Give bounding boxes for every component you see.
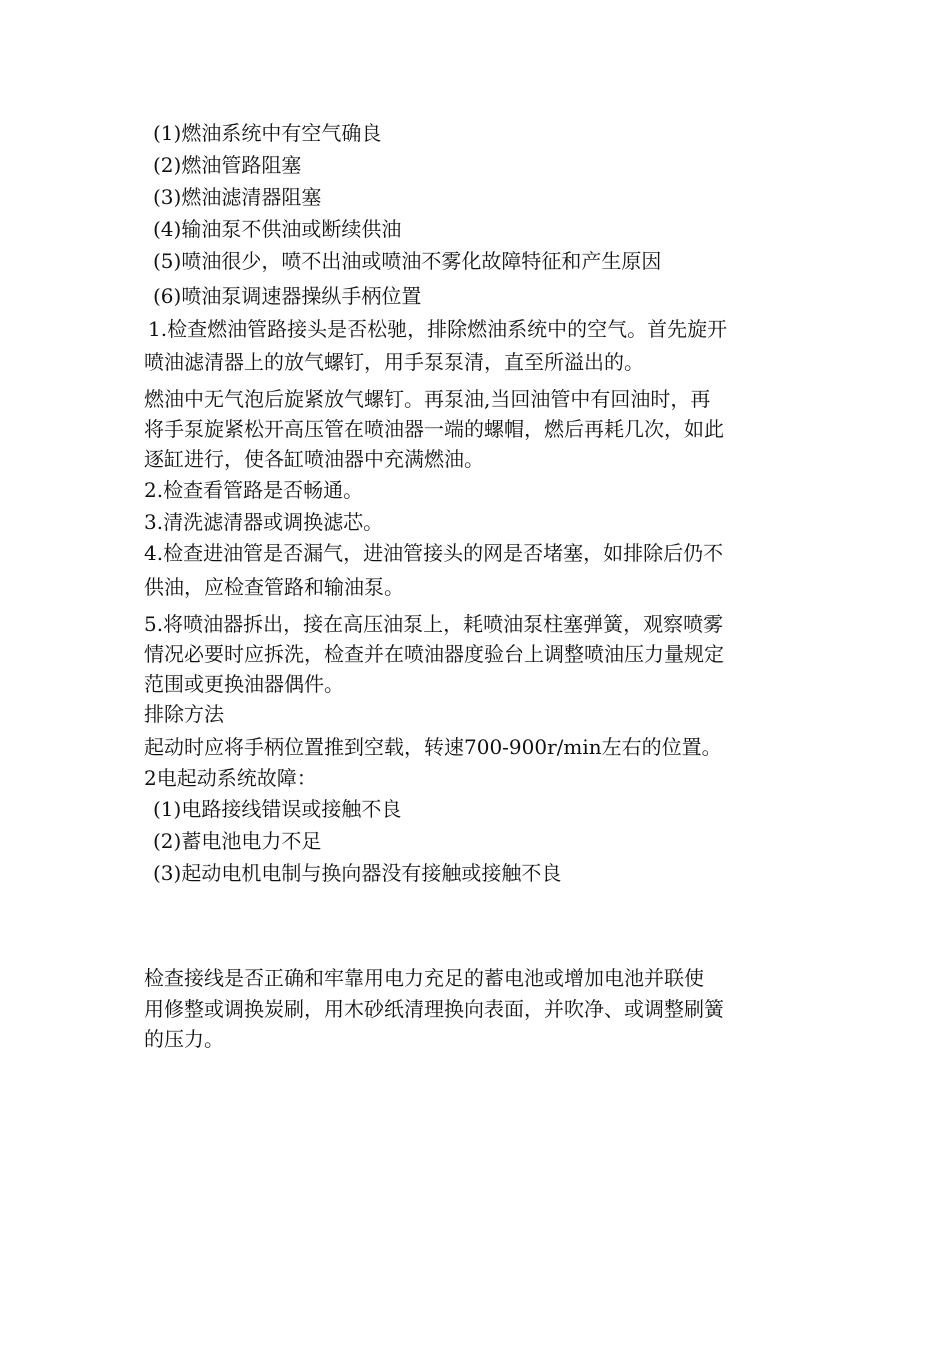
electric-cause-2: (2)蓄电池电力不足 xyxy=(153,829,322,853)
step-5-line-1: 5.将喷油器拆出，接在高压油泵上，耗喷油泵柱塞弹簧，观察喷雾 xyxy=(144,612,724,636)
remedy-heading: 排除方法 xyxy=(144,702,224,726)
paragraph-line-1: 燃油中无气泡后旋紧放气螺钉。再泵油,当回油管中有回油时，再 xyxy=(144,387,711,411)
fuel-cause-6: (6)喷油泵调速器操纵手柄位置 xyxy=(153,284,422,308)
electric-fix-line-3: 的压力。 xyxy=(144,1027,224,1051)
paragraph-line-2: 将手泵旋紧松开高压管在喷油器一端的螺帽，燃后再耗几次，如此 xyxy=(144,417,724,441)
step-5-line-2: 情况必要时应拆洗，检查并在喷油器度验台上调整喷油压力量规定 xyxy=(144,642,724,666)
fuel-cause-1: (1)燃油系统中有空气确良 xyxy=(153,121,382,145)
fuel-cause-2: (2)燃油管路阻塞 xyxy=(153,153,302,177)
step-5-line-3: 范围或更换油器偶件。 xyxy=(144,672,344,696)
step-4-line-1: 4.检查进油管是否漏气，进油管接头的网是否堵塞，如排除后仍不 xyxy=(144,541,724,565)
step-3: 3.清洗滤清器或调换滤芯。 xyxy=(144,510,384,534)
electric-fix-line-1: 检查接线是否正确和牢靠用电力充足的蓄电池或增加电池并联使 xyxy=(144,966,704,990)
electric-cause-3: (3)起动电机电制与换向器没有接触或接触不良 xyxy=(153,861,562,885)
electric-cause-1: (1)电路接线错误或接触不良 xyxy=(153,797,402,821)
step-1-line-2: 喷油滤清器上的放气螺钉，用手泵泵清，直至所溢出的。 xyxy=(144,350,644,374)
remedy-text: 起动时应将手柄位置推到空载，转速700-900r/min左右的位置。 xyxy=(144,735,722,759)
step-1-line-1: 1.检查燃油管路接头是否松驰，排除燃油系统中的空气。首先旋开 xyxy=(148,317,728,341)
electric-fix-line-2: 用修整或调换炭刷，用木砂纸清理换向表面，并吹净、或调整刷簧 xyxy=(144,997,724,1021)
fuel-cause-5: (5)喷油很少，喷不出油或喷油不雾化故障特征和产生原因 xyxy=(153,249,662,273)
electric-heading: 2电起动系统故障： xyxy=(144,766,317,790)
paragraph-line-3: 逐缸进行，使各缸喷油器中充满燃油。 xyxy=(144,447,484,471)
fuel-cause-4: (4)输油泵不供油或断续供油 xyxy=(153,217,402,241)
fuel-cause-3: (3)燃油滤清器阻塞 xyxy=(153,185,322,209)
step-4-line-2: 供油，应检查管路和输油泵。 xyxy=(144,575,404,599)
step-2: 2.检查看管路是否畅通。 xyxy=(144,478,364,502)
